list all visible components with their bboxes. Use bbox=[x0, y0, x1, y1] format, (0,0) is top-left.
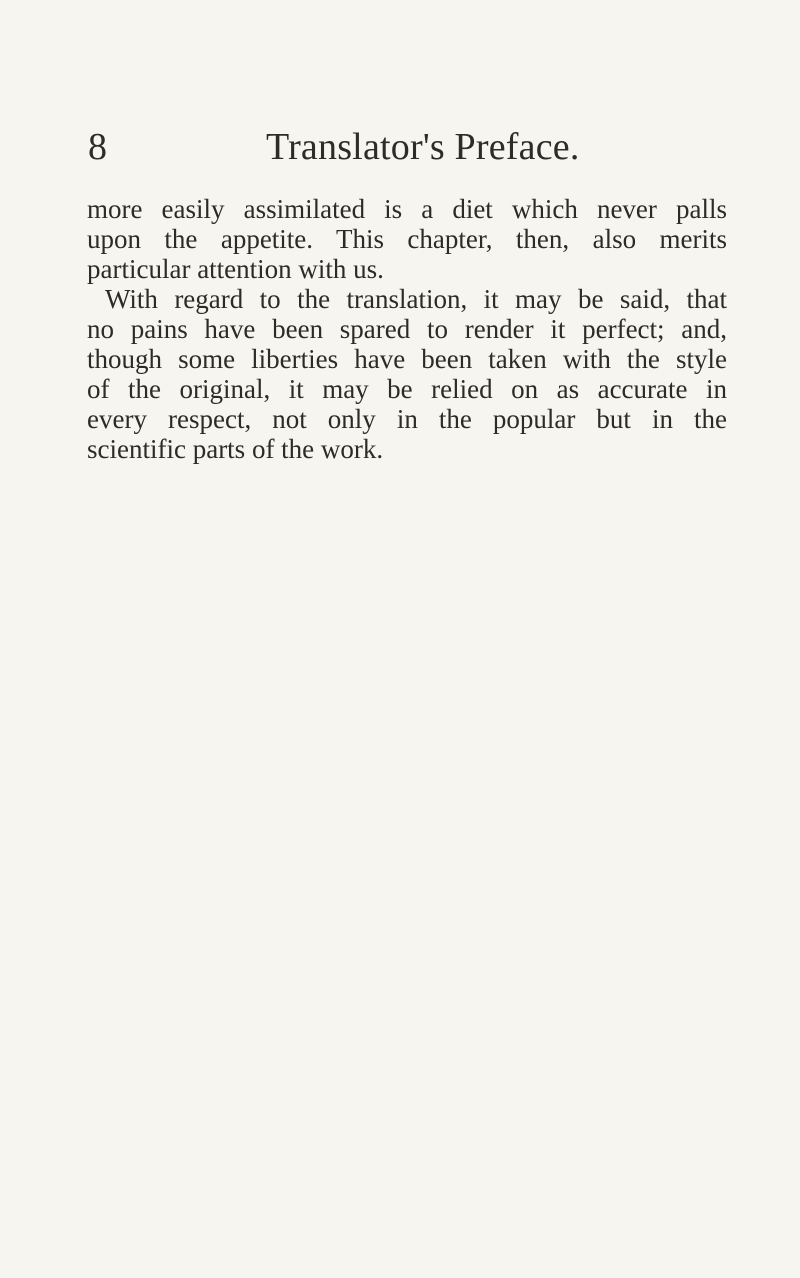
text-line-8: every respect, not only in the popular but in the bbox=[87, 404, 727, 434]
text-line-6: though some liberties have been taken with the style bbox=[87, 344, 727, 374]
text-line-2: upon the appetite. This chapter, then, also merits bbox=[87, 224, 727, 254]
text-line-9: scientific parts of the work. bbox=[87, 434, 384, 464]
running-title: Translator's Preface. bbox=[266, 126, 580, 168]
text-line-1: more easily assimilated is a diet which never palls bbox=[87, 194, 727, 224]
text-line-5: no pains have been spared to render it perfect; and, bbox=[87, 314, 727, 344]
text-line-7: of the original, it may be relied on as accurate in bbox=[87, 374, 727, 404]
body-text bbox=[87, 194, 727, 464]
running-head bbox=[88, 122, 738, 172]
text-line-4: With regard to the translation, it may be said, that bbox=[105, 284, 727, 314]
text-line-3: particular attention with us. bbox=[87, 254, 384, 284]
page-number: 8 bbox=[88, 126, 107, 168]
